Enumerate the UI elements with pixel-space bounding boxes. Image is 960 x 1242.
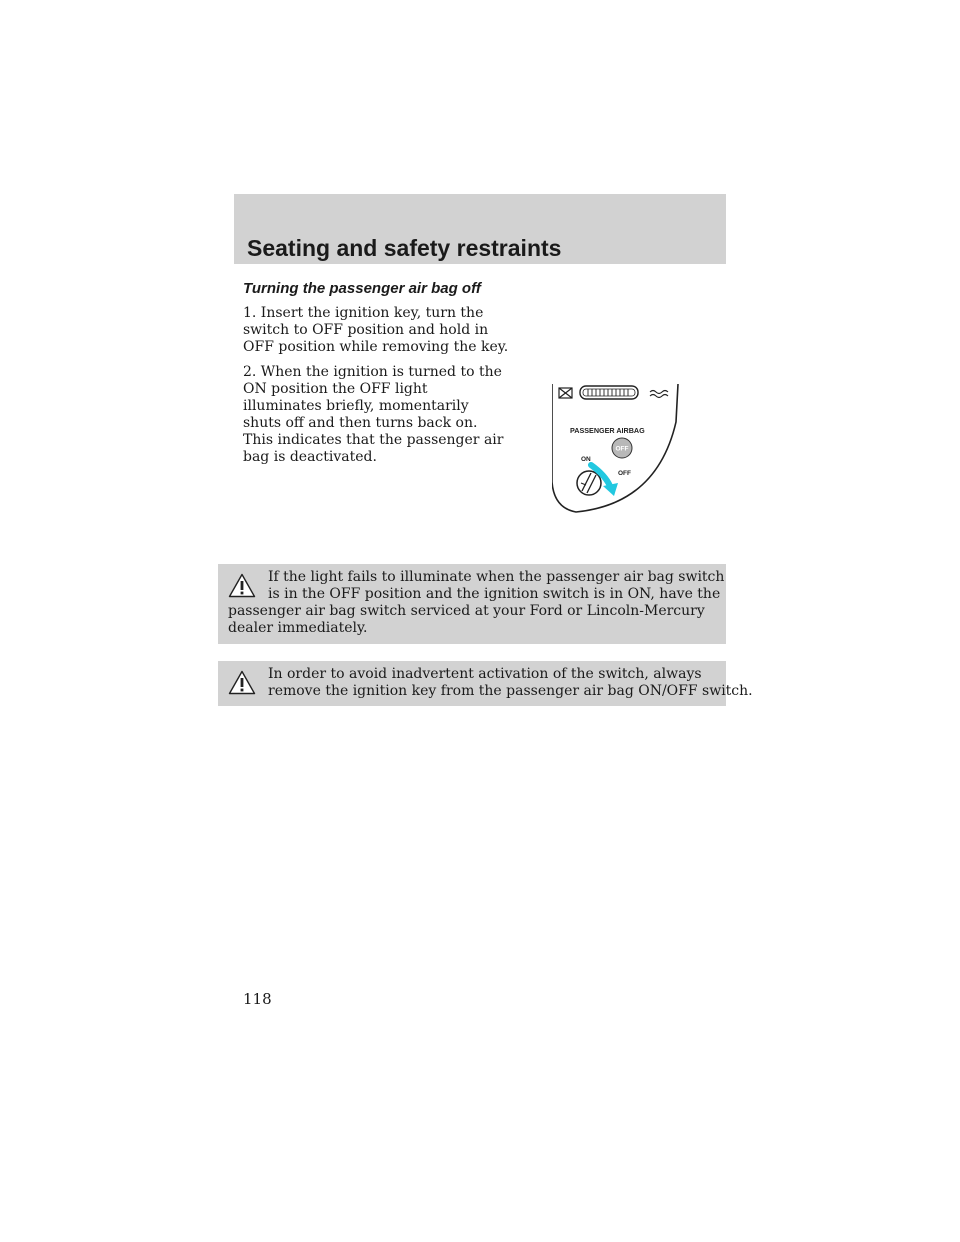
step-line: shuts off and then turns back on. — [243, 415, 478, 431]
subheading: Turning the passenger air bag off — [243, 280, 481, 297]
step-1 — [243, 305, 509, 356]
wave-icon — [650, 391, 668, 398]
warning-line: remove the ignition key from the passenger air bag ON/OFF switch. — [268, 683, 753, 699]
step-line: ON position the OFF light — [243, 381, 428, 397]
seat-icon — [559, 388, 572, 398]
warning-line: is in the OFF position and the ignition switch is in ON, have the — [268, 586, 721, 602]
section-title: Seating and safety restraints — [247, 235, 562, 261]
off-label: OFF — [618, 470, 631, 477]
on-label: ON — [581, 456, 591, 463]
step-2 — [243, 364, 504, 466]
warning-line: If the light fails to illuminate when the passenger air bag switch — [268, 569, 725, 585]
step-line: illuminates briefly, momentarily — [243, 398, 469, 414]
header-band — [234, 194, 726, 264]
airbag-switch-illustration — [552, 382, 682, 514]
step-line: This indicates that the passenger air — [243, 432, 504, 448]
step-line: 2. When the ignition is turned to the — [243, 364, 502, 380]
warning-line: dealer immediately. — [228, 620, 368, 636]
warning-text — [228, 666, 753, 700]
warning-box — [218, 661, 753, 706]
warning-box — [218, 564, 726, 644]
step-line: bag is deactivated. — [243, 449, 377, 465]
turn-arrow-head — [603, 483, 618, 496]
warning-line: In order to avoid inadvertent activation of the switch, always — [268, 666, 702, 682]
off-indicator-label: OFF — [615, 445, 629, 453]
step-line: switch to OFF position and hold in — [243, 322, 489, 338]
page-number: 118 — [243, 990, 272, 1008]
steps-list — [243, 305, 509, 474]
step-line: 1. Insert the ignition key, turn the — [243, 305, 484, 321]
figure-label: PASSENGER AIRBAG — [570, 426, 645, 435]
warning-line: passenger air bag switch serviced at your Ford or Lincoln-Mercury — [228, 603, 705, 619]
key-switch — [577, 471, 601, 495]
warning-text — [228, 569, 724, 637]
step-line: OFF position while removing the key. — [243, 339, 509, 355]
vent-icon — [580, 386, 638, 399]
